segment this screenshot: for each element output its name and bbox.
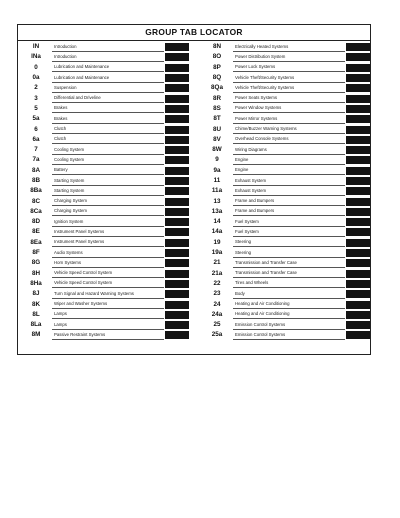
group-code: 21a [211,269,223,277]
label-line [52,166,164,175]
group-label: Frame and Bumpers [235,198,275,204]
title-divider [18,40,370,41]
group-code: 8N [212,43,222,51]
tab-row[interactable] [20,217,189,227]
label-line [233,310,345,319]
label-line [233,259,345,268]
group-code: 3 [34,94,38,102]
group-code: 14a [211,228,223,236]
black-tab-marker [165,156,189,164]
label-line [233,321,345,330]
group-code: 8P [213,63,221,71]
left-column [20,42,189,341]
group-label: Starting System [54,177,85,183]
label-line [233,218,345,227]
tab-row[interactable] [201,176,370,186]
label-line [52,53,164,62]
black-tab-marker [346,74,370,82]
black-tab-marker [165,84,189,92]
tab-row[interactable] [20,207,189,217]
tab-row[interactable] [201,104,370,114]
label-line [52,84,164,93]
document-title: GROUP TAB LOCATOR [145,27,243,37]
group-label: Suspension [54,84,77,90]
black-tab-marker [346,280,370,288]
label-line [52,104,164,113]
group-code: 8Ea [30,238,42,246]
black-tab-marker [346,64,370,72]
group-label: Heating and Air Conditioning [235,311,290,317]
group-label: Lamps [54,321,67,327]
tab-row[interactable] [201,207,370,217]
group-label: Power Distribution System [235,53,286,59]
label-line [52,259,164,268]
black-tab-marker [346,331,370,339]
group-label: Horn Systems [54,259,81,265]
group-code: 8Ha [30,279,42,287]
group-code: 8S [213,104,221,112]
black-tab-marker [165,43,189,51]
tab-row[interactable] [20,52,189,62]
tab-row[interactable] [20,166,189,176]
tab-row[interactable] [20,186,189,196]
tab-row[interactable] [201,248,370,258]
group-code: 14 [213,218,221,226]
tab-row[interactable] [201,258,370,268]
group-code: 0a [32,74,40,82]
label-line [233,146,345,155]
black-tab-marker [165,311,189,319]
group-code: 23 [213,290,221,298]
black-tab-marker [346,84,370,92]
group-label: Frame and Bumpers [235,208,275,214]
tab-row[interactable] [201,330,370,340]
label-line [233,104,345,113]
label-line [233,156,345,165]
black-tab-marker [165,146,189,154]
group-label: Ignition System [54,218,84,224]
tab-row[interactable] [201,217,370,227]
black-tab-marker [165,177,189,185]
black-tab-marker [165,167,189,175]
tab-row[interactable] [20,320,189,330]
group-label: Charging System [54,198,87,204]
label-line [52,228,164,237]
tab-row[interactable] [20,238,189,248]
right-column [201,42,370,341]
group-code: 0 [34,63,38,71]
tab-row[interactable] [201,63,370,73]
black-tab-marker [346,259,370,267]
tab-row[interactable] [20,63,189,73]
tab-row[interactable] [20,196,189,206]
group-label: Audio Systems [54,249,83,255]
tab-row[interactable] [201,135,370,145]
group-label: Brakes [54,115,68,121]
tab-row[interactable] [20,310,189,320]
group-code: IN [32,43,40,51]
tab-row[interactable] [20,145,189,155]
group-code: 19a [211,249,223,257]
black-tab-marker [346,311,370,319]
tab-row[interactable] [20,289,189,299]
group-label: Brakes [54,105,68,111]
black-tab-marker [346,239,370,247]
group-label: Electrically Heated Systems [235,43,289,49]
group-label: Power Mirror Systems [235,115,278,121]
group-label: Turn Signal and Hazard Warning Systems [54,290,134,296]
black-tab-marker [346,198,370,206]
tab-row[interactable] [201,227,370,237]
group-code: 5a [32,115,40,123]
group-label: Fuel System [235,218,259,224]
label-line [52,331,164,340]
tab-row[interactable] [20,155,189,165]
group-label: Instrument Panel Systems [54,239,105,245]
group-label: Cooling System [54,146,85,152]
group-label: Vehicle Speed Control System [54,270,113,276]
label-line [233,125,345,134]
label-line [233,74,345,83]
tab-row[interactable] [20,279,189,289]
tab-row[interactable] [20,83,189,93]
group-code: INa [31,53,41,61]
label-line [233,290,345,299]
tab-row[interactable] [20,299,189,309]
tab-row[interactable] [20,176,189,186]
group-code: 5 [34,104,38,112]
black-tab-marker [346,208,370,216]
group-label: Passive Restraint Systems [54,331,106,337]
group-label: Engine [235,167,249,173]
group-code: 8Ba [30,187,42,195]
black-tab-marker [165,331,189,339]
black-tab-marker [165,280,189,288]
black-tab-marker [346,187,370,195]
group-code: 22 [213,279,221,287]
group-code: 21 [213,259,221,267]
black-tab-marker [346,115,370,123]
group-code: 8T [213,115,221,123]
label-line [233,249,345,258]
tab-row[interactable] [201,299,370,309]
label-line [233,238,345,247]
label-line [52,300,164,309]
group-code: 24 [213,300,221,308]
group-label: Lamps [54,311,67,317]
group-label: Emission Control Systems [235,331,286,337]
tab-row[interactable] [201,320,370,330]
label-line [52,197,164,206]
tab-row[interactable] [201,186,370,196]
group-label: Steering [235,239,252,245]
group-code: 8H [31,269,41,277]
label-line [52,249,164,258]
group-label: Engine [235,156,249,162]
label-line [52,146,164,155]
label-line [52,290,164,299]
label-line [233,43,345,52]
tab-row[interactable] [201,124,370,134]
black-tab-marker [346,270,370,278]
group-code: 8Qa [211,84,223,92]
group-label: Exhaust System [235,177,267,183]
label-line [52,125,164,134]
group-label: Battery [54,167,68,173]
tab-row[interactable] [20,114,189,124]
tab-row[interactable] [20,135,189,145]
tab-row[interactable] [20,227,189,237]
group-label: Instrument Panel Systems [54,228,105,234]
group-label: Power Seats Systems [235,95,278,101]
group-code: 6a [32,135,40,143]
tab-row[interactable] [201,114,370,124]
group-code: 11a [211,187,223,195]
tab-row[interactable] [201,52,370,62]
label-line [52,94,164,103]
black-tab-marker [346,95,370,103]
group-code: 9a [213,166,221,174]
label-line [52,218,164,227]
group-label: Power Lock Systems [235,64,276,70]
label-line [233,84,345,93]
group-label: Transmission and Transfer Case [235,270,297,276]
black-tab-marker [165,126,189,134]
label-line [233,63,345,72]
label-line [233,166,345,175]
black-tab-marker [165,239,189,247]
tab-row[interactable] [201,166,370,176]
group-code: 8M [31,331,41,339]
tab-row[interactable] [20,269,189,279]
group-code: 13 [213,197,221,205]
group-label: Starting System [54,187,85,193]
black-tab-marker [346,218,370,226]
label-line [233,300,345,309]
group-label: Chime/Buzzer Warning Systems [235,126,297,132]
black-tab-marker [165,95,189,103]
label-line [233,197,345,206]
group-label: Vehicle Theft/Security Systems [235,74,295,80]
group-code: 25 [213,321,221,329]
tab-row[interactable] [201,269,370,279]
group-label: Exhaust System [235,187,267,193]
label-line [52,177,164,186]
black-tab-marker [346,136,370,144]
group-label: Introduction [54,53,77,59]
group-label: Vehicle Theft/Security Systems [235,84,295,90]
label-line [233,269,345,278]
tab-row[interactable] [201,155,370,165]
label-line [233,53,345,62]
tab-row[interactable] [20,330,189,340]
group-label: Steering [235,249,252,255]
black-tab-marker [165,74,189,82]
black-tab-marker [165,53,189,61]
black-tab-marker [165,259,189,267]
group-code: 8D [31,218,41,226]
tab-row[interactable] [201,289,370,299]
group-code: 19 [213,238,221,246]
group-code: 8B [31,177,41,184]
black-tab-marker [165,64,189,72]
black-tab-marker [165,208,189,216]
group-label: Overhead Console Systems [235,136,289,142]
tab-row[interactable] [201,145,370,155]
black-tab-marker [346,249,370,257]
black-tab-marker [346,43,370,51]
tab-row[interactable] [201,196,370,206]
group-code: 8U [212,125,222,133]
group-code: 8Q [212,74,222,82]
group-code: 8J [32,290,40,298]
group-code: 8E [32,228,40,236]
black-tab-marker [346,126,370,134]
tab-row[interactable] [20,73,189,83]
tab-row[interactable] [201,238,370,248]
black-tab-marker [346,53,370,61]
group-code: 8A [31,166,41,174]
black-tab-marker [346,146,370,154]
label-line [233,94,345,103]
tab-row[interactable] [20,248,189,258]
label-line [52,279,164,288]
black-tab-marker [165,105,189,113]
tab-row[interactable] [201,279,370,289]
black-tab-marker [165,136,189,144]
group-label: Wiper and Washer Systems [54,301,108,307]
black-tab-marker [165,301,189,309]
label-line [52,43,164,52]
group-label: Clutch [54,136,67,142]
label-line [233,115,345,124]
group-label: Power Window Systems [235,105,282,111]
group-code: 9 [215,156,219,164]
group-label: Body [235,290,245,296]
tab-row[interactable] [20,104,189,114]
group-label: Lubrication and Maintenance [54,74,110,80]
group-label: Transmission and Transfer Case [235,259,297,265]
tab-row[interactable] [201,73,370,83]
black-tab-marker [165,115,189,123]
black-tab-marker [346,290,370,298]
group-code: 8W [212,146,222,154]
label-line [233,228,345,237]
group-code: 8F [32,249,40,257]
group-code: 13a [211,207,223,215]
black-tab-marker [165,321,189,329]
tab-row[interactable] [20,93,189,103]
group-code: 8O [212,53,222,61]
group-label: Heating and Air Conditioning [235,301,290,307]
group-code: 8G [31,259,41,267]
black-tab-marker [165,187,189,195]
label-line [52,321,164,330]
group-label: Introduction [54,43,77,49]
label-line [52,63,164,72]
group-label: Cooling System [54,156,85,162]
black-tab-marker [346,228,370,236]
group-code: 8C [31,197,41,205]
black-tab-marker [165,218,189,226]
label-line [52,135,164,144]
label-line [52,269,164,278]
group-code: 8V [213,135,221,143]
label-line [52,207,164,216]
group-code: 8La [30,321,42,329]
label-line [52,238,164,247]
group-code: 8L [32,310,40,318]
label-line [233,331,345,340]
group-code: 2 [34,84,38,92]
black-tab-marker [346,321,370,329]
tab-row[interactable] [201,42,370,52]
label-line [233,135,345,144]
group-label: Charging System [54,208,87,214]
black-tab-marker [165,270,189,278]
label-line [52,187,164,196]
label-line [52,156,164,165]
group-label: Lubrication and Maintenance [54,64,110,70]
group-code: 7 [34,146,38,154]
group-code: 25a [211,331,223,339]
tab-row[interactable] [201,93,370,103]
label-line [233,207,345,216]
group-label: Emission Control Systems [235,321,286,327]
tab-row[interactable] [20,42,189,52]
black-tab-marker [346,177,370,185]
black-tab-marker [346,105,370,113]
label-line [233,177,345,186]
label-line [52,74,164,83]
black-tab-marker [346,301,370,309]
label-line [233,187,345,196]
tab-row[interactable] [201,83,370,93]
group-label: Clutch [54,126,67,132]
group-label: Differential and Driveline [54,95,101,101]
black-tab-marker [165,249,189,257]
group-code: 7a [32,156,40,164]
black-tab-marker [165,198,189,206]
group-label: Vehicle Speed Control System [54,280,113,286]
black-tab-marker [165,290,189,298]
label-line [52,310,164,319]
group-label: Wiring Diagrams [235,146,267,152]
group-tab-locator-box [17,24,371,355]
group-label: Tires and Wheels [235,280,269,286]
group-code: 8Ca [30,207,42,215]
black-tab-marker [346,167,370,175]
group-label: Fuel System [235,228,259,234]
tab-row[interactable] [20,124,189,134]
group-code: 6 [34,125,38,133]
group-code: 11 [213,177,221,184]
tab-row[interactable] [20,258,189,268]
label-line [52,115,164,124]
black-tab-marker [165,228,189,236]
group-code: 24a [211,310,223,318]
group-code: 8R [212,94,222,102]
black-tab-marker [346,156,370,164]
label-line [233,279,345,288]
tab-row[interactable] [201,310,370,320]
group-code: 8K [31,300,41,308]
